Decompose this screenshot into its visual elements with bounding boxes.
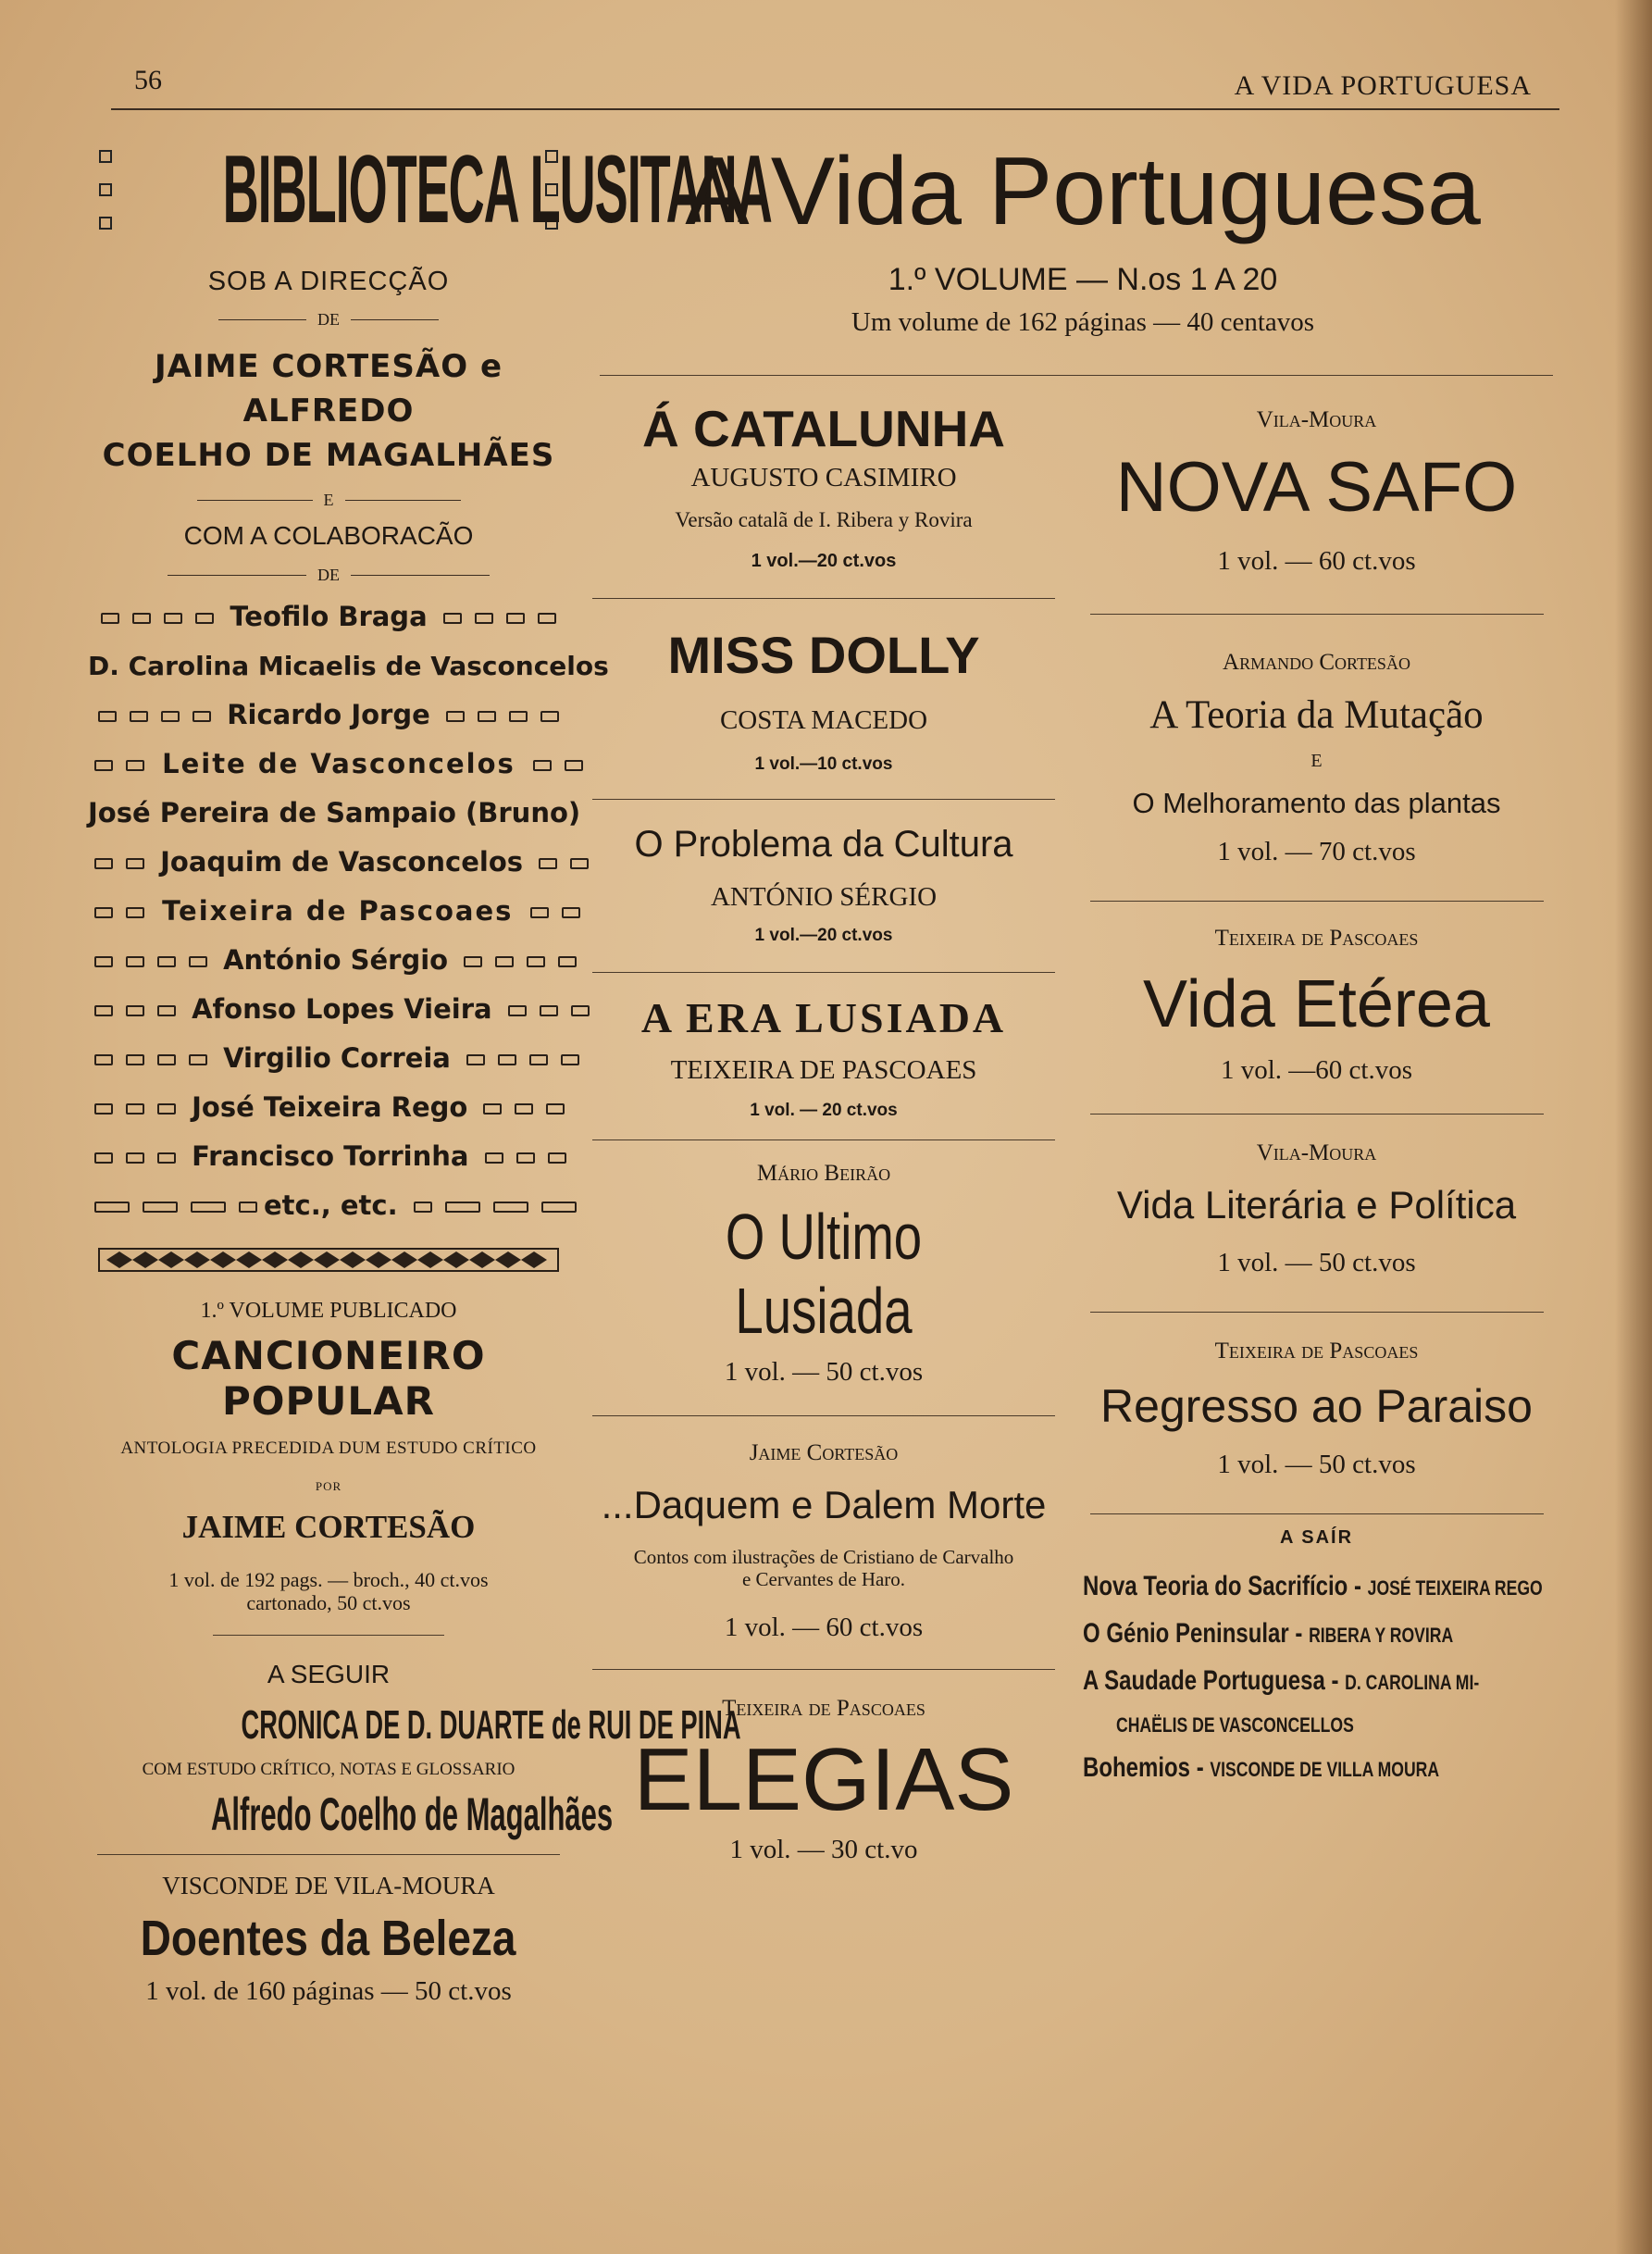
biblioteca-title: BIBLIOTECA LUSITANA bbox=[222, 136, 772, 243]
book-price: 1 vol.—20 ct.vos bbox=[751, 551, 897, 571]
rule bbox=[1090, 1513, 1544, 1514]
book-title: Vida Literária e Política bbox=[1116, 1183, 1517, 1227]
collaborator-item: Joaquim de Vasconcelos bbox=[88, 838, 569, 887]
directors-line-2: COELHO DE MAGALHÃES bbox=[102, 437, 555, 474]
collaborator-item: Teofilo Braga bbox=[88, 592, 569, 641]
collaborator-item: José Teixeira Rego bbox=[88, 1083, 569, 1132]
directors-line-1: JAIME CORTESÃO e ALFREDO bbox=[154, 348, 503, 430]
masthead-title: A Vida Portuguesa bbox=[685, 138, 1481, 245]
rule bbox=[213, 1635, 444, 1636]
collaborator-item: Teixeira de Pascoaes bbox=[88, 887, 569, 936]
rule bbox=[592, 1415, 1055, 1416]
book-author: Teixeira de Pascoaes bbox=[1214, 926, 1419, 951]
collaborator-item: Francisco Torrinha bbox=[88, 1132, 569, 1181]
book-price: 1 vol. — 50 ct.vos bbox=[724, 1357, 924, 1387]
collaborator-item: D. Carolina Micaelis de Vasconcelos bbox=[88, 651, 609, 681]
book-author: ANTÓNIO SÉRGIO bbox=[710, 882, 938, 912]
next-label: A SEGUIR bbox=[267, 1660, 391, 1688]
collaborator-item: Ricardo Jorge bbox=[88, 691, 569, 740]
vol1-price-line-2: cartonado, 50 ct.vos bbox=[246, 1591, 411, 1614]
directors bbox=[88, 344, 569, 478]
next-title-wrap bbox=[88, 1702, 741, 1749]
book-title: O Ultimo Lusiada bbox=[725, 1201, 923, 1347]
forthcoming-item: Nova Teoria do Sacrifício - JOSÉ TEIXEIRA REGO bbox=[1083, 1571, 1543, 1601]
masthead bbox=[611, 139, 1555, 338]
collaborators-list bbox=[88, 592, 609, 1230]
header-rule bbox=[111, 108, 1559, 110]
rule bbox=[97, 1854, 560, 1855]
book-title: A ERA LUSIADA bbox=[640, 994, 1007, 1041]
square-ornament-left bbox=[99, 150, 112, 230]
e-rule bbox=[88, 491, 569, 510]
next-author: Alfredo Coelho de Magalhães bbox=[211, 1788, 614, 1840]
vol1-label: 1.º VOLUME PUBLICADO bbox=[200, 1299, 457, 1323]
catalog-column-3 bbox=[1083, 407, 1550, 1794]
rule bbox=[592, 1139, 1055, 1140]
book-note: Versão catalã de I. Ribera y Rovira bbox=[675, 508, 973, 531]
rule bbox=[592, 1669, 1055, 1670]
book-price: 1 vol.—10 ct.vos bbox=[754, 754, 893, 774]
rule bbox=[592, 598, 1055, 599]
book-subtitle: O Melhoramento das plantas bbox=[1132, 787, 1501, 819]
de-label-2: DE bbox=[317, 566, 340, 584]
book-author: Mário Beirão bbox=[756, 1161, 891, 1186]
book-title: Vida Etérea bbox=[1143, 967, 1490, 1041]
collaborator-item: Afonso Lopes Vieira bbox=[88, 985, 569, 1034]
collaborator-item: Virgilio Correia bbox=[88, 1034, 569, 1083]
book-title: A Teoria da Mutação bbox=[1149, 693, 1484, 737]
por-label: POR bbox=[315, 1479, 342, 1493]
book-title: MISS DOLLY bbox=[667, 626, 980, 684]
book-author: AUGUSTO CASIMIRO bbox=[690, 463, 957, 492]
vol1-title: CANCIONEIRO POPULAR bbox=[171, 1333, 486, 1424]
de-rule-1 bbox=[88, 310, 569, 330]
collaborator-item: Leite de Vasconcelos bbox=[88, 740, 569, 789]
book-author: Jaime Cortesão bbox=[749, 1440, 899, 1465]
de-rule-2 bbox=[88, 566, 569, 585]
rule bbox=[1090, 1114, 1544, 1115]
next-author-wrap bbox=[88, 1787, 614, 1841]
catalog-column-2 bbox=[583, 398, 1064, 1865]
forthcoming-item: Bohemios - VISCONDE DE VILLA MOURA bbox=[1083, 1752, 1440, 1783]
book-price: 1 vol. — 70 ct.vos bbox=[1217, 837, 1416, 866]
book-author: Teixeira de Pascoaes bbox=[722, 1696, 925, 1721]
forthcoming-item: A Saudade Portuguesa - D. CAROLINA MI- bbox=[1083, 1665, 1480, 1696]
masthead-rule bbox=[600, 375, 1553, 376]
next-title: CRONICA DE D. DUARTE de RUI DE PINA bbox=[241, 1702, 741, 1748]
book-author: Vila-Moura bbox=[1256, 1140, 1377, 1165]
book-title-wrap bbox=[583, 1200, 1064, 1348]
biblioteca-column bbox=[88, 130, 772, 2007]
forthcoming-list bbox=[1083, 1565, 1550, 1794]
rule bbox=[1090, 901, 1544, 902]
conjunction: E bbox=[1310, 751, 1323, 771]
collab-label: COM A COLABORACÃO bbox=[183, 521, 474, 550]
book-price: 1 vol.—20 ct.vos bbox=[754, 926, 893, 945]
book-price: 1 vol. — 50 ct.vos bbox=[1217, 1450, 1416, 1479]
vol1-desc: ANTOLOGIA PRECEDIDA DUM ESTUDO CRÍTICO bbox=[120, 1438, 537, 1458]
e-label: E bbox=[323, 491, 334, 509]
vol1-author: JAIME CORTESÃO bbox=[181, 1509, 476, 1545]
last-price: 1 vol. de 160 páginas — 50 ct.vos bbox=[145, 1976, 512, 2006]
book-price: 1 vol. —60 ct.vos bbox=[1220, 1055, 1413, 1085]
vol1-price-line-1: 1 vol. de 192 pags. — broch., 40 ct.vos bbox=[168, 1568, 489, 1591]
next-desc: COM ESTUDO CRÍTICO, NOTAS E GLOSSARIO bbox=[142, 1760, 515, 1779]
book-price: 1 vol. — 50 ct.vos bbox=[1217, 1248, 1416, 1277]
collaborator-item: etc., etc. bbox=[88, 1181, 569, 1230]
last-author: VISCONDE DE VILA-MOURA bbox=[162, 1872, 495, 1899]
rule bbox=[1090, 1312, 1544, 1313]
vol1-price bbox=[88, 1568, 569, 1614]
forthcoming-label: A SAÍR bbox=[1279, 1527, 1354, 1548]
running-title: A VIDA PORTUGUESA bbox=[1234, 70, 1532, 101]
book-title: Regresso ao Paraiso bbox=[1100, 1380, 1533, 1432]
book-price: 1 vol. — 20 ct.vos bbox=[750, 1101, 898, 1120]
book-author: COSTA MACEDO bbox=[719, 705, 928, 735]
last-title: Doentes da Beleza bbox=[141, 1911, 516, 1966]
book-note: Contos com ilustrações de Cristiano de Carvalho e Cervantes de Haro. bbox=[633, 1546, 1014, 1590]
book-title: O Problema da Cultura bbox=[634, 824, 1013, 865]
de-label-1: DE bbox=[317, 310, 340, 329]
book-title: Á CATALUNHA bbox=[641, 400, 1006, 457]
diamond-border-ornament bbox=[97, 1247, 560, 1273]
direction-label: SOB A DIRECÇÃO bbox=[207, 267, 450, 296]
page-edge-shadow bbox=[1615, 0, 1652, 2254]
book-author: Vila-Moura bbox=[1256, 407, 1377, 432]
book-price: 1 vol. — 60 ct.vos bbox=[724, 1613, 924, 1642]
book-author: Teixeira de Pascoaes bbox=[1214, 1339, 1419, 1364]
book-title: ...Daquem e Dalem Morte bbox=[601, 1483, 1047, 1526]
book-title: ELEGIAS bbox=[633, 1730, 1014, 1829]
collaborator-item: José Pereira de Sampaio (Bruno) bbox=[88, 797, 581, 828]
rule bbox=[592, 799, 1055, 800]
page-number: 56 bbox=[134, 65, 162, 95]
masthead-description: Um volume de 162 páginas — 40 centavos bbox=[851, 307, 1315, 337]
collaborator-item: António Sérgio bbox=[88, 936, 569, 985]
book-price: 1 vol. — 60 ct.vos bbox=[1217, 546, 1416, 576]
rule bbox=[1090, 614, 1544, 615]
rule bbox=[592, 972, 1055, 973]
book-author: TEIXEIRA DE PASCOAES bbox=[670, 1055, 977, 1085]
forthcoming-item-continuation: CHAËLIS DE VASCONCELLOS bbox=[1116, 1713, 1354, 1737]
book-title: NOVA SAFO bbox=[1115, 448, 1518, 527]
book-price: 1 vol. — 30 ct.vo bbox=[729, 1835, 918, 1864]
masthead-volume: 1.º VOLUME — N.os 1 A 20 bbox=[888, 262, 1278, 297]
forthcoming-item: O Génio Peninsular - RIBERA Y ROVIRA bbox=[1083, 1618, 1454, 1649]
book-author: Armando Cortesão bbox=[1223, 650, 1410, 675]
last-title-wrap bbox=[88, 1910, 569, 1967]
